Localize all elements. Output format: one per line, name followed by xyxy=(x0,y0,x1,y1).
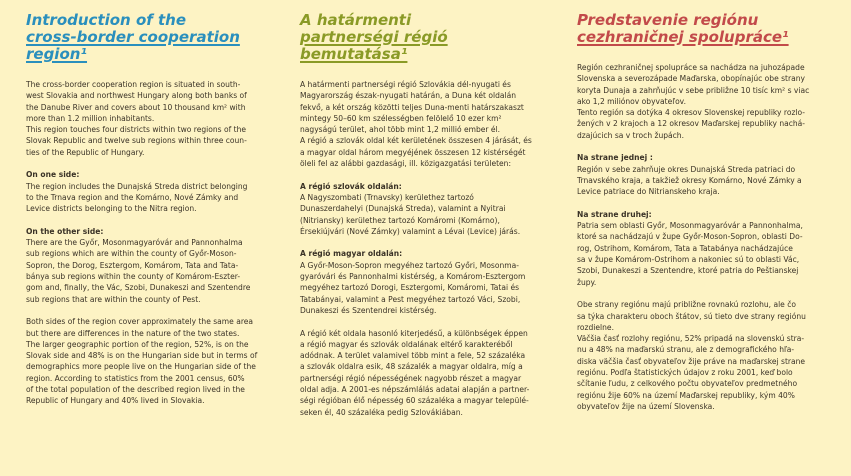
body-text-line: ktoré sa nachádzajú v župe Győr-Moson-Sopron, oblasti Do- xyxy=(577,232,803,242)
body-text-line: the Danube River and covers about 10 thousand km² with xyxy=(26,102,246,112)
body-text-line: diska väčšia časť obyvateľov žije práve na maďarskej strane xyxy=(577,356,806,366)
body-text-line: oldal adja. A 2001-es népszámlálás adatai alapján a partner- xyxy=(300,385,530,395)
body-text-line: of the total population of the described region lived in the xyxy=(26,385,245,395)
section-heading: Na strane jednej : xyxy=(577,153,653,163)
body-text-line: rozdielne. xyxy=(577,322,614,332)
body-text-line: bánya sub regions within the county of Komárom-Eszter- xyxy=(26,272,241,282)
body-text-line: rog, Ostrihom, Komárom, Tata a Tatabánya nachádzajúce xyxy=(577,243,793,253)
body-text-line: A határmenti partnerségi régió Szlovákia dél-nyugati és xyxy=(300,80,511,89)
body-text-line: to the Trnava region and the Komárno, Nové Zámky and xyxy=(26,192,239,202)
english-title xyxy=(26,12,274,63)
body-text-line: žených v 2 krajoch a 12 okresov Maďarskej republiky nachá- xyxy=(577,119,806,129)
body-text-line: Patria sem oblasti Győr, Mosonmagyaróvár a Pannonhalma, xyxy=(577,221,803,231)
body-text-line: a magyar oldal három megyéjének összesen 12 kistérségét xyxy=(300,147,526,157)
english-title-line1: Introduction of the xyxy=(26,11,187,29)
body-text-line: Slovak Republic and twelve sub regions within three coun- xyxy=(26,136,247,146)
body-text-line: a régió magyar és szlovák oldalának eltérő karakteréből xyxy=(300,339,513,349)
english-body xyxy=(26,79,274,407)
slovak-title xyxy=(577,12,843,46)
body-text-line: regiónu. Podľa štatistických údajov z roku 2001, keď bolo xyxy=(577,368,793,378)
body-text-line: Tatabányai, valamint a Pest megyéhez tartozó Váci, Szobi, xyxy=(300,294,521,304)
body-text-line: sub regions that are within the county of Pest. xyxy=(26,294,201,304)
body-text-line: Both sides of the region cover approximately the same area xyxy=(26,317,254,327)
body-text-line: nu a 48% na maďarskú stranu, ale z demografického hľa- xyxy=(577,345,795,355)
paragraph-gap xyxy=(577,198,843,209)
section-heading: A régió magyar oldalán: xyxy=(300,249,403,259)
body-text-line: A régió két oldala hasonló kiterjedésű, a különbségek éppen xyxy=(300,328,528,338)
body-text-line: seken él, 40 százaléka pedig Szlovákiában. xyxy=(300,407,463,417)
body-text-line: a szlovák oldalra esik, 48 százalék a magyar oldalra, míg a xyxy=(300,362,523,372)
section-heading: On the other side: xyxy=(26,226,104,236)
body-text-line: sčítanie ľudu, z celkového počtu obyvateľov predmetného xyxy=(577,379,798,389)
body-text-line: gom and, finally, the Vác, Szobi, Dunakeszi and Szentendre xyxy=(26,283,251,293)
body-text-line: Tento región sa dotýka 4 okresov Slovenskej republiky rozlo- xyxy=(577,108,805,118)
body-text-line: koryta Dunaja a zahrňujúc v sebe približne 10 tisíc km² s viac xyxy=(577,85,810,95)
body-text-line: mintegy 50–60 km szélességben felölelő 10 ezer km² xyxy=(300,113,502,123)
body-text-line: dzajúcich sa v troch župách. xyxy=(577,130,684,140)
english-column xyxy=(0,0,282,476)
paragraph-gap xyxy=(577,288,843,299)
body-text-line: more than 1.2 million inhabitants. xyxy=(26,113,155,123)
hungarian-column xyxy=(282,0,567,476)
body-text-line: demographics more people live on the Hungarian side of the xyxy=(26,362,256,372)
body-text-line: sa týka charakteru oboch štátov, sú tieto dve strany regiónu xyxy=(577,311,806,321)
body-text-line: regiónu žije 60% na území Maďarskej republiky, kým 40% xyxy=(577,390,795,400)
body-text-line: Dunaszerdahelyi (Dunajská Streda), valamint a Nyitrai xyxy=(300,204,506,214)
body-text-line: A Győr-Moson-Sopron megyéhez tartozó Győri, Mosonma- xyxy=(300,260,519,270)
body-text-line: Érsekiújvári (Nové Zámky) valamint a Lévai (Levice) járás. xyxy=(300,226,521,236)
hungarian-body xyxy=(300,79,559,418)
paragraph-gap xyxy=(577,141,843,152)
body-text-line: Región cezhraničnej spolupráce sa nachádza na juhozápade xyxy=(577,63,805,72)
paragraph-gap xyxy=(26,215,274,226)
body-text-line: nagyságú terület, ahol több mint 1,2 millió ember él. xyxy=(300,125,501,135)
section-heading: Na strane druhej: xyxy=(577,209,652,219)
hungarian-title-line2: partnerségi régió bemutatása¹ xyxy=(300,28,448,63)
body-text-line: (Nitriansky) kerülethez tartozó Komáromi (Komárno), xyxy=(300,215,500,225)
paragraph-gap xyxy=(26,305,274,316)
body-text-line: The region includes the Dunajská Streda district belonging xyxy=(26,181,248,191)
body-text-line: Väčšia časť rozlohy regiónu, 52% pripadá na slovenskú stra- xyxy=(577,334,805,344)
body-text-line: Levice districts belonging to the Nitra region. xyxy=(26,204,197,214)
body-text-line: Sopron, the Dorog, Esztergom, Komárom, Tata and Tata- xyxy=(26,260,239,270)
body-text-line: gyaróvári és Pannonhalmi kistérség, a Komárom-Esztergom xyxy=(300,272,526,282)
body-text-line: Región v sebe zahrňuje okres Dunajská Streda patriaci do xyxy=(577,164,796,174)
paragraph-gap xyxy=(26,158,274,169)
body-text-line: sub regions which are within the county of Győr-Moson- xyxy=(26,249,237,259)
body-text-line: partnerségi régió népességének nagyobb részet a magyar xyxy=(300,373,522,383)
body-text-line: Levice patriace do Nitrianskeho kraja. xyxy=(577,187,720,197)
section-heading: On one side: xyxy=(26,170,80,180)
body-text-line: region. According to statistics from the 2001 census, 60% xyxy=(26,373,245,383)
body-text-line: The larger geographic portion of the region, 52%, is on the xyxy=(26,339,249,349)
body-text-line: A régió a szlovák oldal két kerületének összesen 4 járását, és xyxy=(300,136,532,146)
body-text-line: Dunakeszi és Szentendrei kistérség. xyxy=(300,305,437,315)
paragraph-gap xyxy=(300,316,559,327)
body-text-line: fekvő, a két ország közötti teljes Duna-menti határszakaszt xyxy=(300,102,524,112)
body-text-line: obyvateľov žije na území Slovenska. xyxy=(577,401,715,411)
section-heading: A régió szlovák oldalán: xyxy=(300,181,402,191)
body-text-line: Republic of Hungary and 40% lived in Slovakia. xyxy=(26,396,205,406)
body-text-line: This region touches four districts within two regions of the xyxy=(26,125,247,135)
body-text-line: west Slovakia and northwest Hungary along both banks of xyxy=(26,91,247,101)
body-text-line: Magyarország észak-nyugati határán, a Duna két oldalán xyxy=(300,91,516,101)
hungarian-title xyxy=(300,12,559,63)
slovak-title-line1: Predstavenie regiónu xyxy=(577,11,759,29)
body-text-line: ségi régióban élő népesség 60 százaléka a magyar települé- xyxy=(300,396,529,406)
body-text-line: Obe strany regiónu majú približne rovnakú rozlohu, ale čo xyxy=(577,300,796,310)
english-title-line2: cross-border cooperation region¹ xyxy=(26,28,240,63)
slovak-column xyxy=(567,0,851,476)
paragraph-gap xyxy=(300,237,559,248)
body-text-line: öleli fel az alábbi gazdasági, ill. közigazgatási területen: xyxy=(300,159,512,169)
body-text-line: megyéhez tartozó Dorogi, Esztergomi, Komáromi, Tatai és xyxy=(300,283,520,293)
slovak-title-line2: cezhraničnej spolupráce¹ xyxy=(577,28,789,46)
body-text-line: sa v župe Komárom-Ostrihom a nakoniec sú to oblasti Vác, xyxy=(577,255,800,265)
body-text-line: Slovak side and 48% is on the Hungarian side but in terms of xyxy=(26,351,258,361)
body-text-line: ako 1,2 miliónov obyvateľov. xyxy=(577,96,686,106)
body-text-line: župy. xyxy=(577,277,597,287)
body-text-line: adódnak. A terület valamivel több mint a fele, 52 százaléka xyxy=(300,351,526,361)
body-text-line: Trnavského kraja, a takžiež okresy Komárno, Nové Zámky a xyxy=(577,175,802,185)
hungarian-title-line1: A határmenti xyxy=(300,11,412,29)
slovak-body xyxy=(577,62,843,412)
body-text-line: The cross-border cooperation region is situated in south- xyxy=(26,80,241,89)
body-text-line: Slovenska a severozápade Maďarska, obopínajúc obe strany xyxy=(577,74,805,84)
body-text-line: but there are differences in the nature of the two states. xyxy=(26,328,240,338)
body-text-line: Szobi, Dunakeszi a Szentendre, ktoré patria do Peštianskej xyxy=(577,266,799,276)
body-text-line: There are the Győr, Mosonmagyaróvár and Pannonhalma xyxy=(26,238,243,248)
body-text-line: A Nagyszombati (Trnavsky) kerülethez tartozó xyxy=(300,192,474,202)
paragraph-gap xyxy=(300,169,559,180)
body-text-line: ties of the Republic of Hungary. xyxy=(26,147,145,157)
